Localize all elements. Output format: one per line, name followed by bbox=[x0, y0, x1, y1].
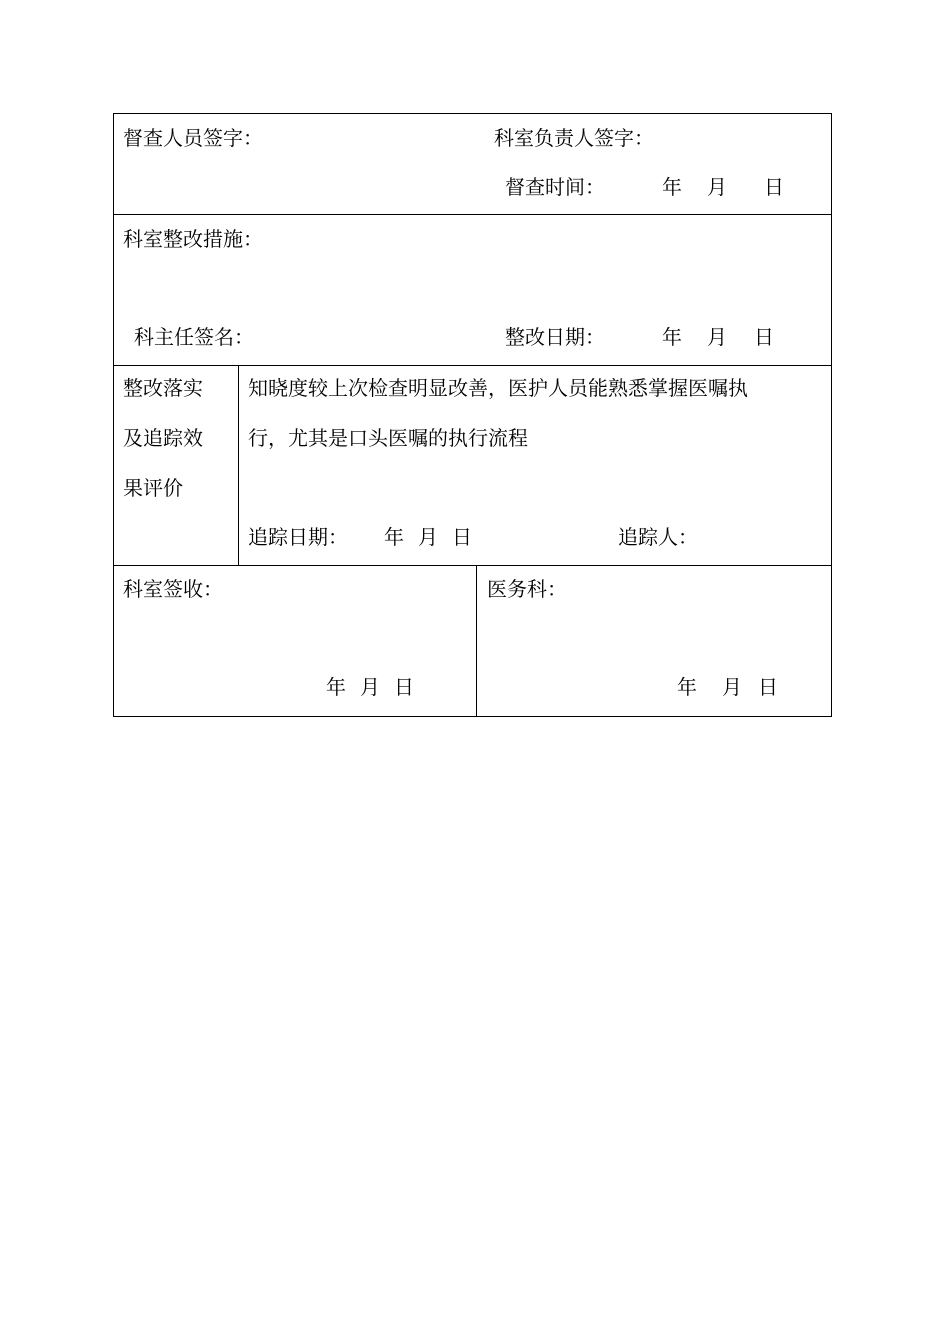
inspector-sign-label: 督查人员签字： bbox=[123, 126, 263, 150]
dept-receive-label: 科室签收： bbox=[123, 577, 223, 601]
supervision-form-table bbox=[113, 113, 832, 717]
rectification-measures-label: 科室整改措施： bbox=[123, 227, 263, 251]
row-divider bbox=[114, 214, 831, 215]
track-date-label: 追踪日期： bbox=[248, 525, 348, 549]
track-year: 年 bbox=[384, 525, 404, 549]
evaluation-label-line2: 及追踪效 bbox=[123, 426, 203, 450]
track-day: 日 bbox=[452, 525, 472, 549]
rectification-year: 年 bbox=[662, 325, 682, 349]
dept-head-sign-label: 科室负责人签字： bbox=[494, 126, 654, 150]
rectification-month: 月 bbox=[707, 325, 727, 349]
tracker-label: 追踪人： bbox=[618, 525, 698, 549]
evaluation-content-line2: 行，尤其是口头医嘱的执行流程 bbox=[248, 426, 528, 450]
supervision-month: 月 bbox=[707, 175, 727, 199]
rectification-date-label: 整改日期： bbox=[505, 325, 605, 349]
receive-month: 月 bbox=[360, 675, 380, 699]
receive-day: 日 bbox=[394, 675, 414, 699]
evaluation-label-line3: 果评价 bbox=[123, 476, 183, 500]
row-divider bbox=[114, 565, 831, 566]
supervision-time-label: 督查时间： bbox=[505, 175, 605, 199]
supervision-day: 日 bbox=[764, 175, 784, 199]
column-divider bbox=[476, 565, 477, 717]
evaluation-label-line1: 整改落实 bbox=[123, 376, 203, 400]
row-divider bbox=[114, 365, 831, 366]
medical-affairs-month: 月 bbox=[722, 675, 742, 699]
medical-affairs-label: 医务科： bbox=[487, 577, 567, 601]
track-month: 月 bbox=[418, 525, 438, 549]
rectification-day: 日 bbox=[754, 325, 774, 349]
medical-affairs-day: 日 bbox=[758, 675, 778, 699]
column-divider bbox=[238, 365, 239, 565]
evaluation-content-line1: 知晓度较上次检查明显改善，医护人员能熟悉掌握医嘱执 bbox=[248, 376, 748, 400]
supervision-year: 年 bbox=[662, 175, 682, 199]
medical-affairs-year: 年 bbox=[677, 675, 697, 699]
director-sign-label: 科主任签名： bbox=[134, 325, 254, 349]
receive-year: 年 bbox=[326, 675, 346, 699]
